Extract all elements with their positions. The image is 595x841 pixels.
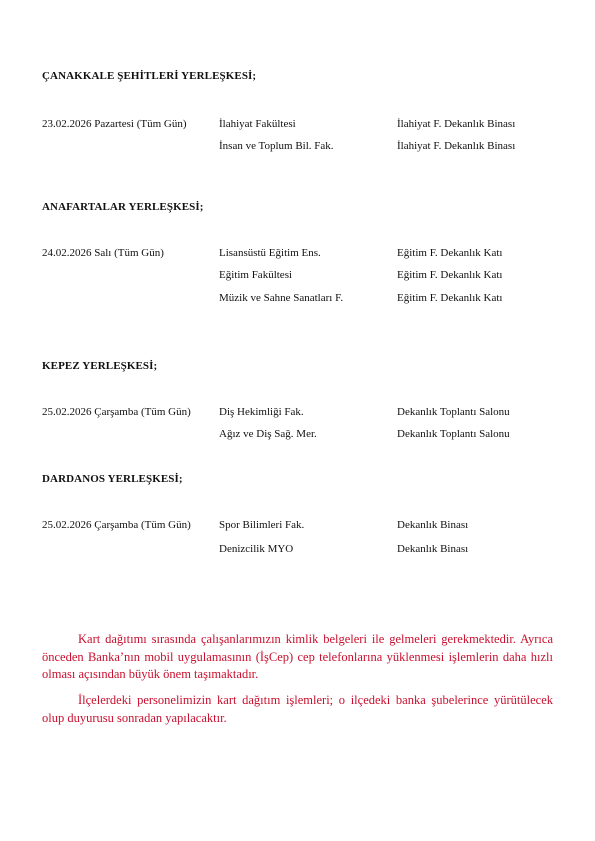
unit-name: Spor Bilimleri Fak. [219, 519, 305, 531]
section-heading-dardanos: DARDANOS YERLEŞKESİ; [42, 473, 183, 485]
location-name: Dekanlık Binası [397, 543, 469, 555]
unit-name: İlahiyat Fakültesi [219, 118, 296, 130]
unit-name: Müzik ve Sahne Sanatları F. [219, 292, 344, 304]
notice-paragraph-id-documents [42, 631, 553, 684]
unit-name: Eğitim Fakültesi [219, 269, 293, 281]
notice-text: Kart dağıtımı sırasında çalışanlarımızın kimlik belgeleri ile gelmeleri gerekmektedir. Ayrıca önceden Banka’nın mobil uygulamasının (İşCep) cep telefonlarına yüklenmesi işlemlerin daha hızlı olması açısından büyük önem taşımaktadır. [42, 632, 553, 681]
section-date: 24.02.2026 Salı (Tüm Gün) [42, 247, 164, 259]
location-name: Dekanlık Toplantı Salonu [397, 406, 510, 418]
unit-name: Diş Hekimliği Fak. [219, 406, 304, 418]
location-name: Eğitim F. Dekanlık Katı [397, 292, 503, 304]
location-name: İlahiyat F. Dekanlık Binası [397, 118, 516, 130]
unit-name: İnsan ve Toplum Bil. Fak. [219, 140, 334, 152]
section-heading-kepez: KEPEZ YERLEŞKESİ; [42, 360, 158, 372]
section-date: 25.02.2026 Çarşamba (Tüm Gün) [42, 519, 191, 531]
location-name: Eğitim F. Dekanlık Katı [397, 269, 503, 281]
unit-name: Ağız ve Diş Sağ. Mer. [219, 428, 317, 440]
unit-name: Lisansüstü Eğitim Ens. [219, 247, 321, 259]
unit-name: Denizcilik MYO [219, 543, 294, 555]
location-name: İlahiyat F. Dekanlık Binası [397, 140, 516, 152]
section-date: 23.02.2026 Pazartesi (Tüm Gün) [42, 118, 187, 130]
notice-paragraph-district-staff [42, 692, 553, 727]
location-name: Dekanlık Binası [397, 519, 469, 531]
section-heading-anafartalar: ANAFARTALAR YERLEŞKESİ; [42, 201, 204, 213]
location-name: Dekanlık Toplantı Salonu [397, 428, 510, 440]
location-name: Eğitim F. Dekanlık Katı [397, 247, 503, 259]
notice-text: İlçelerdeki personelimizin kart dağıtım işlemleri; o ilçedeki banka şubelerince yürütülecek olup duyurusu sonradan yapılacaktır. [42, 693, 553, 725]
section-heading-canakkale-sehitleri: ÇANAKKALE ŞEHİTLERİ YERLEŞKESİ; [42, 70, 257, 82]
section-date: 25.02.2026 Çarşamba (Tüm Gün) [42, 406, 191, 418]
